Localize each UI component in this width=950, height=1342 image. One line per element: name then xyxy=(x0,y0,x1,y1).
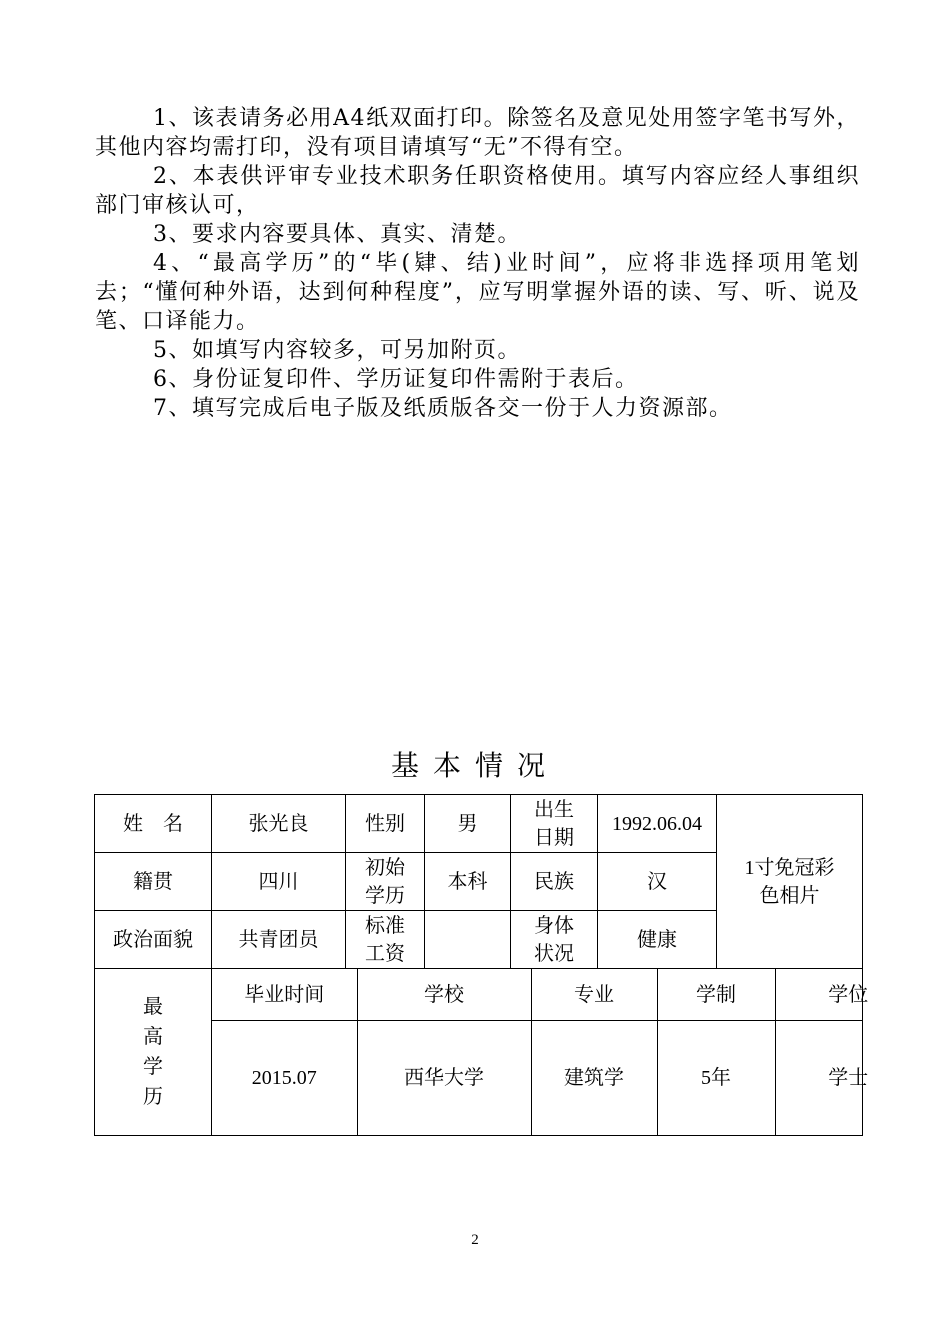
gender-value: 男 xyxy=(425,795,511,853)
edu-header-table xyxy=(212,969,921,1020)
health-label-text: 身体状况 xyxy=(534,914,574,965)
instructions xyxy=(95,104,860,423)
edu-value-grad-time: 2015.07 xyxy=(212,1021,357,1135)
native-label: 籍贯 xyxy=(95,853,212,911)
birth-value: 1992.06.04 xyxy=(598,795,717,853)
initial-edu-label-text: 初始学历 xyxy=(365,856,405,907)
instruction-5: 5、如填写内容较多，可另加附页。 xyxy=(153,338,521,363)
edu-value-school: 西华大学 xyxy=(357,1021,531,1135)
edu-header-duration: 学制 xyxy=(657,969,775,1020)
initial-edu-value: 本科 xyxy=(425,853,511,911)
political-value: 共青团员 xyxy=(212,911,346,969)
health-value: 健康 xyxy=(598,911,717,969)
edu-value-degree: 学士 xyxy=(828,1067,869,1089)
highest-edu-label-cell xyxy=(95,969,212,1136)
edu-value-table xyxy=(212,1021,921,1135)
birth-label xyxy=(511,795,598,853)
page-number: 2 xyxy=(471,1232,479,1248)
instruction-3: 3、要求内容要具体、真实、清楚。 xyxy=(153,222,521,247)
instruction-4: 4、“最高学历”的“毕(肄、结)业时间”，应将非选择项用笔划去；“懂何种外语，达到何种程度”，应写明掌握外语的读、写、听、说及笔、口译能力。 xyxy=(95,251,860,334)
edu-header-school: 学校 xyxy=(357,969,531,1020)
basic-info-table xyxy=(94,794,869,1136)
highest-edu-label: 最高学历 xyxy=(143,996,163,1108)
salary-label-text: 标准工资 xyxy=(365,914,405,965)
instruction-6: 6、身份证复印件、学历证复印件需附于表后。 xyxy=(153,367,639,392)
salary-label xyxy=(346,911,425,969)
gender-label: 性别 xyxy=(346,795,425,853)
photo-label: 1寸免冠彩色相片 xyxy=(744,856,835,907)
section-title: 基本情况 xyxy=(390,749,559,782)
salary-value xyxy=(425,911,511,969)
photo-placeholder xyxy=(717,795,863,969)
instruction-7: 7、填写完成后电子版及纸质版各交一份于人力资源部。 xyxy=(153,396,733,421)
initial-edu-label xyxy=(346,853,425,911)
edu-header-degree: 学位 xyxy=(828,983,869,1006)
name-label: 姓 名 xyxy=(95,795,212,853)
edu-header-grad-time: 毕业时间 xyxy=(212,969,357,1020)
native-value: 四川 xyxy=(212,853,346,911)
name-value: 张光良 xyxy=(212,795,346,853)
instruction-1: 1、该表请务必用A4纸双面打印。除签名及意见处用签字笔书写外，其他内容均需打印，没有项目请填写“无”不得有空。 xyxy=(95,106,860,160)
edu-header-row xyxy=(212,969,869,1021)
ethnicity-label: 民族 xyxy=(511,853,598,911)
ethnicity-value: 汉 xyxy=(598,853,717,911)
health-label xyxy=(511,911,598,969)
instruction-2: 2、本表供评审专业技术职务任职资格使用。填写内容应经人事组织部门审核认可， xyxy=(95,164,860,218)
political-label: 政治面貌 xyxy=(95,911,212,969)
edu-value-duration: 5年 xyxy=(657,1021,775,1135)
edu-header-major: 专业 xyxy=(531,969,657,1020)
birth-label-text: 出生日期 xyxy=(534,798,574,849)
edu-value-row xyxy=(212,1021,869,1136)
edu-value-major: 建筑学 xyxy=(531,1021,657,1135)
